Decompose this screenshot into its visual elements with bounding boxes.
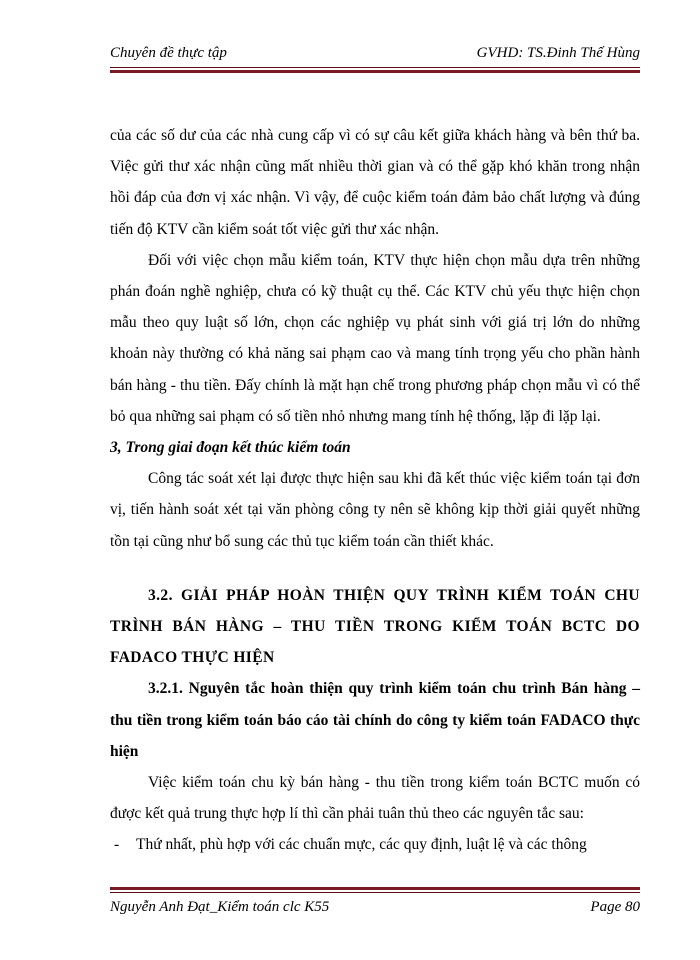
subheading: 3, Trong giai đoạn kết thúc kiểm toán: [110, 439, 351, 457]
paragraph-2: Đối với việc chọn mẫu kiểm toán, KTV thực hiện chọn mẫu dựa trên những phán đoán nghề nghiệp, chưa có kỹ thuật cụ thể. Các KTV chủ yếu thực hiện chọn mẫu theo quy luật số lớn, chọn các nghiệp vụ phát sinh với giá trị lớn do những khoản này thường có khả năng sai phạm cao và mang tính trọng yếu cho phần hành bán hàng - thu tiền. Đấy chính là mặt hạn chế trong phương pháp chọn mẫu vì có thể bỏ qua những sai phạm có số tiền nhỏ nhưng mang tính hệ thống, lặp đi lặp lại.: [110, 251, 640, 425]
subsection-heading: 3.2.1. Nguyên tắc hoàn thiện quy trình kiểm toán chu trình Bán hàng – thu tiền trong kiểm toán báo cáo tài chính do công ty kiểm toán FADACO thực hiện: [110, 680, 640, 760]
header-rule: [110, 67, 640, 73]
page-header: [110, 45, 640, 62]
footer-rule: [110, 887, 640, 893]
footer-left: Nguyễn Anh Đạt_Kiểm toán clc K55: [110, 899, 330, 915]
page-body: [110, 120, 640, 861]
bullet-marker: -: [114, 836, 120, 854]
bullet-text: Thứ nhất, phù hợp với các chuẩn mực, các quy định, luật lệ và các thông: [136, 836, 587, 854]
header-left: Chuyên đề thực tập: [110, 45, 227, 61]
section-heading: 3.2. GIẢI PHÁP HOÀN THIỆN QUY TRÌNH KIỂM TOÁN CHU TRÌNH BÁN HÀNG – THU TIỀN TRONG KIỂM TOÁN BCTC DO FADACO THỰC HIỆN: [110, 586, 640, 667]
page-footer: [110, 899, 640, 916]
paragraph-1: của các số dư của các nhà cung cấp vì có sự câu kết giữa khách hàng và bên thứ ba. Việc gửi thư xác nhận cũng mất nhiều thời gian và có thể gặp khó khăn trong nhận hồi đáp của đơn vị xác nhận. Vì vậy, để cuộc kiểm toán đảm bảo chất lượng và đúng tiến độ KTV cần kiểm soát tốt việc gửi thư xác nhận.: [110, 127, 640, 238]
page-number: Page 80: [590, 899, 640, 915]
bullet-item: [110, 829, 640, 860]
paragraph-4: Việc kiểm toán chu kỳ bán hàng - thu tiền trong kiểm toán BCTC muốn có được kết quả trung thực hợp lí thì cần phải tuân thủ theo các nguyên tắc sau:: [110, 774, 640, 823]
paragraph-3: Công tác soát xét lại được thực hiện sau khi đã kết thúc việc kiểm toán tại đơn vị, tiến hành soát xét tại văn phòng công ty nên sẽ không kịp thời giải quyết những tồn tại cũng như bổ sung các thủ tục kiểm toán cần thiết khác.: [110, 470, 640, 550]
section-spacer: [110, 557, 640, 580]
header-right: GVHD: TS.Đinh Thế Hùng: [476, 45, 640, 61]
